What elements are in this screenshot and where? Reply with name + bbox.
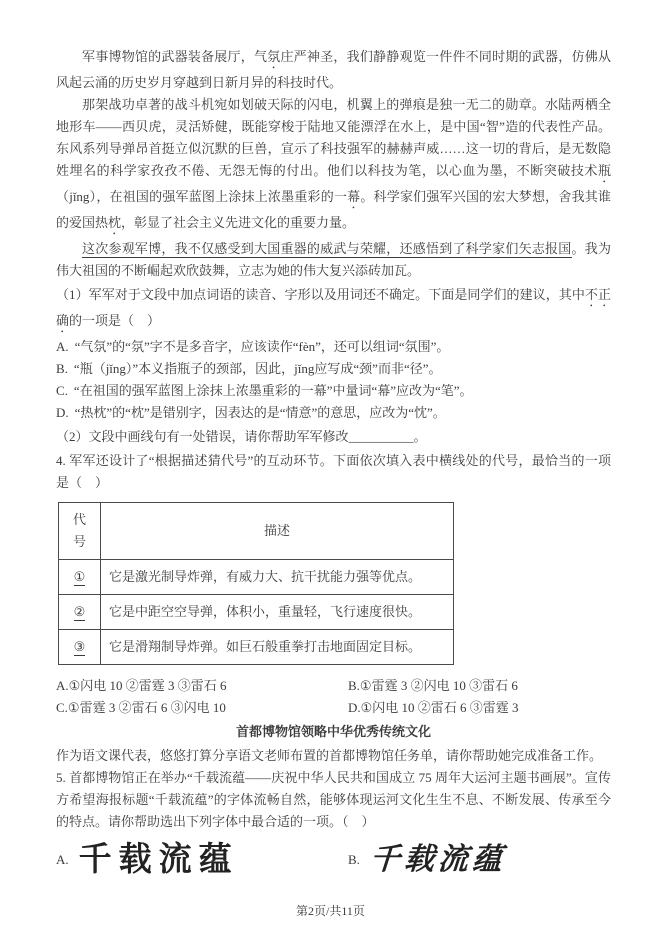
dotted-word-mu: 幕 bbox=[347, 189, 361, 204]
code-cell bbox=[59, 595, 101, 630]
font-option-b bbox=[348, 843, 611, 876]
font-option-a bbox=[56, 842, 348, 878]
table-header-code: 代号 bbox=[59, 503, 101, 560]
q1-option-a bbox=[56, 336, 611, 358]
option-label: A. bbox=[56, 852, 69, 867]
option-label: C. bbox=[56, 700, 68, 715]
option-text: ①闪电 10 ②雷霆 3 ③雷石 6 bbox=[68, 678, 227, 693]
dotted-word-fen: 氛 bbox=[267, 49, 281, 64]
option-text: ①闪电 10 ②雷石 6 ③雷霆 3 bbox=[360, 700, 519, 715]
calligraphy-sample-a: 千载流蕴 bbox=[78, 842, 239, 878]
question-4-stem: 4. 军军还设计了“根据描述猜代号”的互动环节。下面依次填入表中横线处的代号，最恰当的一项是（ ） bbox=[56, 453, 611, 490]
paragraph-text: 那架战功卓著的战斗机宛如划破天际的闪电，机翼上的弹痕是独一无二的勋章。水陆两栖全地形车——西贝虎，灵活矫健，既能穿梭于陆地又能漂浮在水上，是中国“智”造的代表性产品。东风系列导弹昂首挺立似沉默的巨兽，宣示了科技强军的赫赫声威……这一切的背后，是无数隐姓埋名的科学家孜孜不倦、无怨无悔的付出。他们以科技为笔，以心血为墨，不断突破技术 bbox=[56, 97, 611, 178]
paragraph-text: 军事博物馆的武器装备展厅，气 bbox=[82, 49, 268, 64]
option-label: D. bbox=[56, 405, 69, 420]
codes-table bbox=[58, 502, 454, 665]
stem-text: （1）军军对于文段中加点词语的读音、字形以及用词还不确定。下面是同学们的建议，其中 bbox=[56, 287, 585, 302]
paragraph-text: （jǐng），在祖国的强军蓝图上涂抹上浓墨重彩的一 bbox=[56, 189, 348, 204]
q4-option-a bbox=[56, 675, 348, 697]
option-text: “瓶（jǐng）”本义指瓶子的颈部，因此，jǐng应写成“颈”而非“径”。 bbox=[73, 361, 442, 376]
passage-paragraph-3 bbox=[56, 238, 611, 282]
font-options bbox=[56, 842, 611, 878]
stem-text: 。 bbox=[413, 429, 427, 444]
code-blank: ② bbox=[73, 604, 86, 619]
option-text: “气氛”的“氛”字不是多音字，应该读作“fèn”，还可以组词“氛围”。 bbox=[74, 339, 450, 354]
passage-paragraph-2 bbox=[56, 94, 611, 238]
code-cell bbox=[59, 630, 101, 665]
paragraph-text: 庄严神圣，我们静静观览一件件不同时期的武器，仿佛从风起云涌的历史岁月穿越到日新月异的科技时代。 bbox=[56, 49, 611, 90]
option-text: “热枕”的“枕”是错别字，因表达的是“情意”的意思，应改为“忱”。 bbox=[74, 405, 446, 420]
underlined-sentence: 这次参观军博，我不仅感受到大国重器的威武与荣耀，还感悟到了科学家们矢志报国 bbox=[82, 241, 572, 256]
dotted-word-zhen: 枕 bbox=[108, 215, 122, 230]
q4-option-d bbox=[348, 697, 611, 719]
table-row bbox=[59, 595, 454, 630]
option-label: A. bbox=[56, 678, 69, 693]
table-row bbox=[59, 630, 454, 665]
desc-cell: 它是中距空空导弹，体积小，重量轻，飞行速度很快。 bbox=[101, 595, 454, 630]
paragraph-text: ，彰显了社会主义先进文化的重要力量。 bbox=[121, 215, 356, 230]
option-text: ①雷霆 3 ②闪电 10 ③雷石 6 bbox=[359, 678, 518, 693]
dotted-word-incorrect: 不正确 bbox=[56, 287, 611, 328]
q1-option-c bbox=[56, 380, 611, 402]
question-1 bbox=[56, 284, 611, 424]
q4-option-c bbox=[56, 697, 348, 719]
option-label: C. bbox=[56, 383, 68, 398]
option-text: ①雷霆 3 ②雷石 6 ③闪电 10 bbox=[67, 700, 226, 715]
table-header-row bbox=[59, 503, 454, 560]
table-row bbox=[59, 560, 454, 595]
paragraph-text: 。我为伟大祖国的不断崛起欢欣鼓舞，立志为她的伟大复兴添砖加瓦。 bbox=[56, 241, 611, 278]
code-cell bbox=[59, 560, 101, 595]
passage-paragraph-1 bbox=[56, 46, 611, 94]
table-header-desc: 描述 bbox=[101, 503, 454, 560]
dotted-word-ping: 瓶 bbox=[597, 163, 611, 178]
question-5-stem: 5. 首都博物馆正在举办“千载流蕴——庆祝中华人民共和国成立 75 周年大运河主题书画展”。宣传方希望海报标题“千载流蕴”的字体流畅自然，能够体现运河文化生生不息、不断发展、传承至今的特点。请你帮助选出下列字体中最合适的一项。（ ） bbox=[56, 770, 611, 829]
section-heading: 首都博物馆领略中华优秀传统文化 bbox=[235, 724, 431, 739]
q1-option-b bbox=[56, 358, 611, 380]
q1-option-d bbox=[56, 402, 611, 424]
option-text: “在祖国的强军蓝图上涂抹上浓墨重彩的一幕”中量词“幕”应改为“笔”。 bbox=[73, 383, 473, 398]
option-label: B. bbox=[348, 678, 360, 693]
calligraphy-sample-b: 千载流蕴 bbox=[368, 843, 508, 876]
paragraph-text: 。科学家们强军兴国的宏大梦想，舍我其谁的爱国热 bbox=[56, 189, 611, 230]
fill-in-blank: __________ bbox=[348, 429, 414, 444]
option-label: A. bbox=[56, 339, 69, 354]
stem-text: （2）文段中画线句有一处错误，请你帮助军军修改 bbox=[56, 429, 349, 444]
code-blank: ③ bbox=[73, 639, 86, 654]
question-4 bbox=[56, 450, 611, 719]
option-label: B. bbox=[348, 852, 360, 867]
desc-cell: 它是激光制导炸弹，有威力大、抗干扰能力强等优点。 bbox=[101, 560, 454, 595]
stem-text: 的一项是（ ） bbox=[69, 313, 161, 328]
q4-option-b bbox=[348, 675, 611, 697]
question-2 bbox=[56, 426, 611, 448]
code-blank: ① bbox=[73, 569, 86, 584]
option-label: D. bbox=[348, 700, 361, 715]
question-1-stem bbox=[56, 284, 611, 336]
desc-cell: 它是滑翔制导炸弹。如巨石般重拳打击地面固定目标。 bbox=[101, 630, 454, 665]
q4-options bbox=[56, 675, 611, 719]
section-intro: 作为语文课代表，悠悠打算分享语文老师布置的首都博物馆任务单，请你帮助她完成准备工作。 bbox=[56, 748, 603, 763]
option-label: B. bbox=[56, 361, 68, 376]
page-number: 第2页/共11页 bbox=[296, 904, 365, 918]
